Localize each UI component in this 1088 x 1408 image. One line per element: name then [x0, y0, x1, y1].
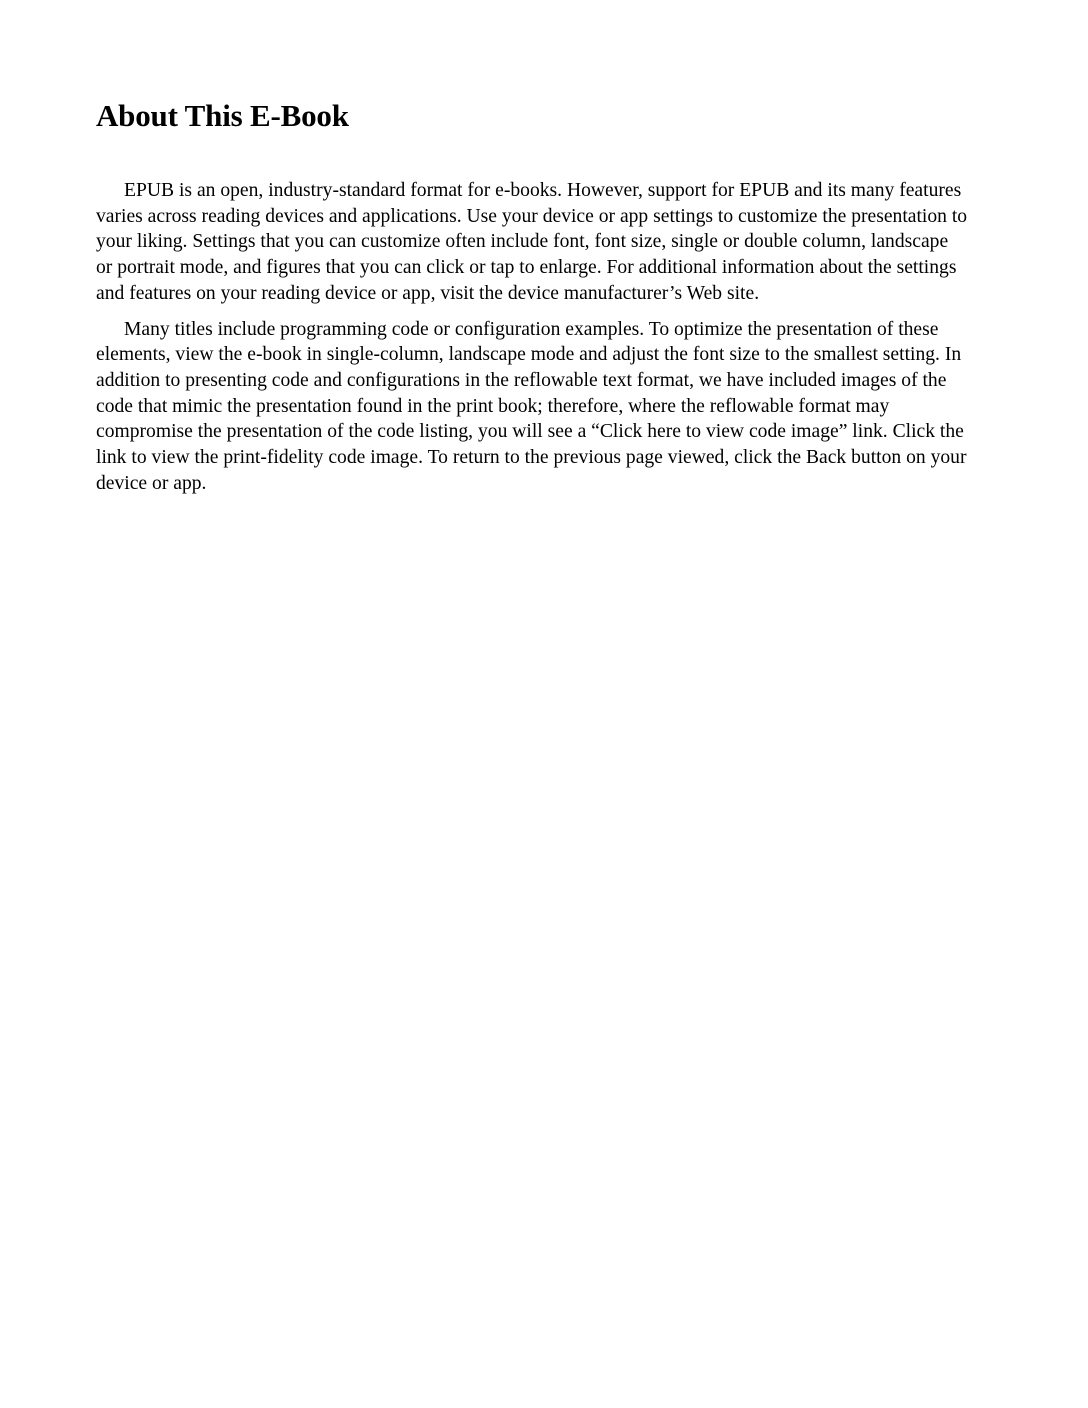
document-page	[96, 92, 968, 506]
page-title: About This E-Book	[96, 98, 349, 133]
paragraph-epub-format: EPUB is an open, industry-standard format for e-books. However, support for EPUB and its many features varies across reading devices and applications. Use your device or app settings to customize the presentation to your liking. Settings that you can customize often include font, font size, single or double column, landscape or portrait mode, and figures that you can click or tap to enlarge. For additional information about the settings and features on your reading device or app, visit the device manufacturer’s Web site.	[96, 180, 968, 304]
paragraph-code-examples: Many titles include programming code or configuration examples. To optimize the presentation of these elements, view the e-book in single-column, landscape mode and adjust the font size to the smallest setting. In addition to presenting code and configurations in the reflowable text format, we have included images of the code that mimic the presentation found in the print book; therefore, where the reflowable format may compromise the presentation of the code listing, you will see a “Click here to view code image” link. Click the link to view the print-fidelity code image. To return to the previous page viewed, click the Back button on your device or app.	[96, 318, 967, 494]
